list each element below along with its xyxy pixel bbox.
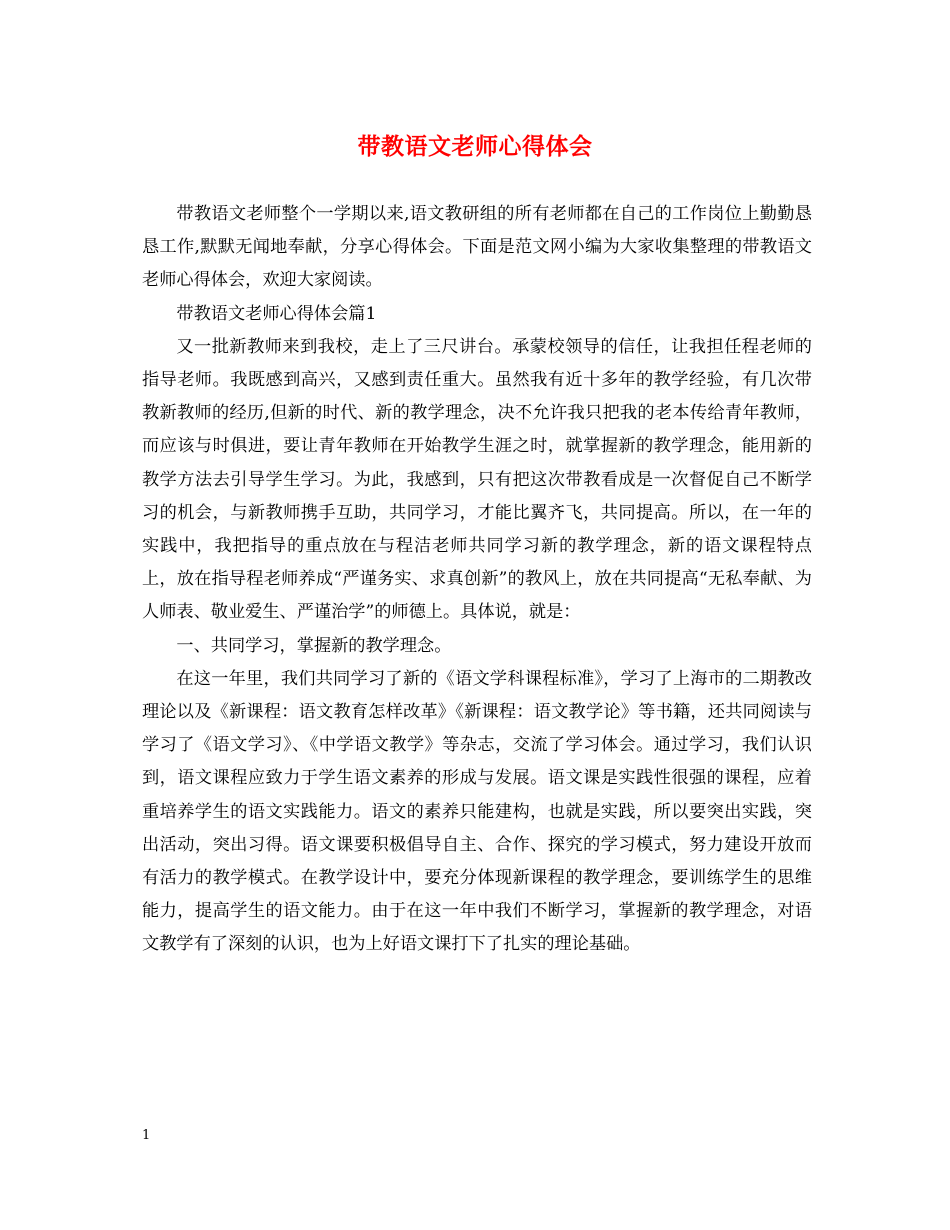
intro-paragraph: 带教语文老师整个一学期以来,语文教研组的所有老师都在自己的工作岗位上勤勤恳恳工作,默默无闻地奉献，分享心得体会。下面是范文网小编为大家收集整理的带教语文老师心得体会，欢迎大家阅读。 xyxy=(142,204,812,291)
document-body xyxy=(142,198,812,962)
subsection-heading: 一、共同学习，掌握新的教学理念。 xyxy=(176,635,452,656)
body-paragraph: 在这一年里，我们共同学习了新的《语文学科课程标准》，学习了上海市的二期教改理论以及《新课程：语文教育怎样改革》《新课程：语文教学论》等书籍，还共同阅读与学习了《语文学习》、《中学语文教学》等杂志，交流了学习体会。通过学习，我们认识到，语文课程应致力于学生语文素养的形成与发展。语文课是实践性很强的课程，应着重培养学生的语文实践能力。语文的素养只能建构，也就是实践，所以要突出实践，突出活动，突出习得。语文课要积极倡导自主、合作、探究的学习模式，努力建设开放而有活力的教学模式。在教学设计中，要充分体现新课程的教学理念，要训练学生的思维能力，提高学生的语文能力。由于在这一年中我们不断学习，掌握新的教学理念，对语文教学有了深刻的认识，也为上好语文课打下了扎实的理论基础。 xyxy=(142,668,812,955)
document-title: 带教语文老师心得体会 xyxy=(357,133,593,160)
section-heading: 带教语文老师心得体会篇1 xyxy=(176,303,377,324)
page-number: 1 xyxy=(142,1128,151,1143)
body-paragraph: 又一批新教师来到我校，走上了三尺讲台。承蒙校领导的信任，让我担任程老师的指导老师。我既感到高兴，又感到责任重大。虽然我有近十多年的教学经验，有几次带教新教师的经历,但新的时代、新的教学理念，决不允许我只把我的老本传给青年教师，而应该与时俱进，要让青年教师在开始教学生涯之时，就掌握新的教学理念，能用新的教学方法去引导学生学习。为此，我感到，只有把这次带教看成是一次督促自己不断学习的机会，与新教师携手互助，共同学习，才能比翼齐飞，共同提高。所以，在一年的实践中，我把指导的重点放在与程洁老师共同学习新的教学理念，新的语文课程特点上，放在指导程老师养成“严谨务实、求真创新”的教风上，放在共同提高“无私奉献、为人师表、敬业爱生、严谨治学”的师德上。具体说，就是： xyxy=(142,336,812,623)
